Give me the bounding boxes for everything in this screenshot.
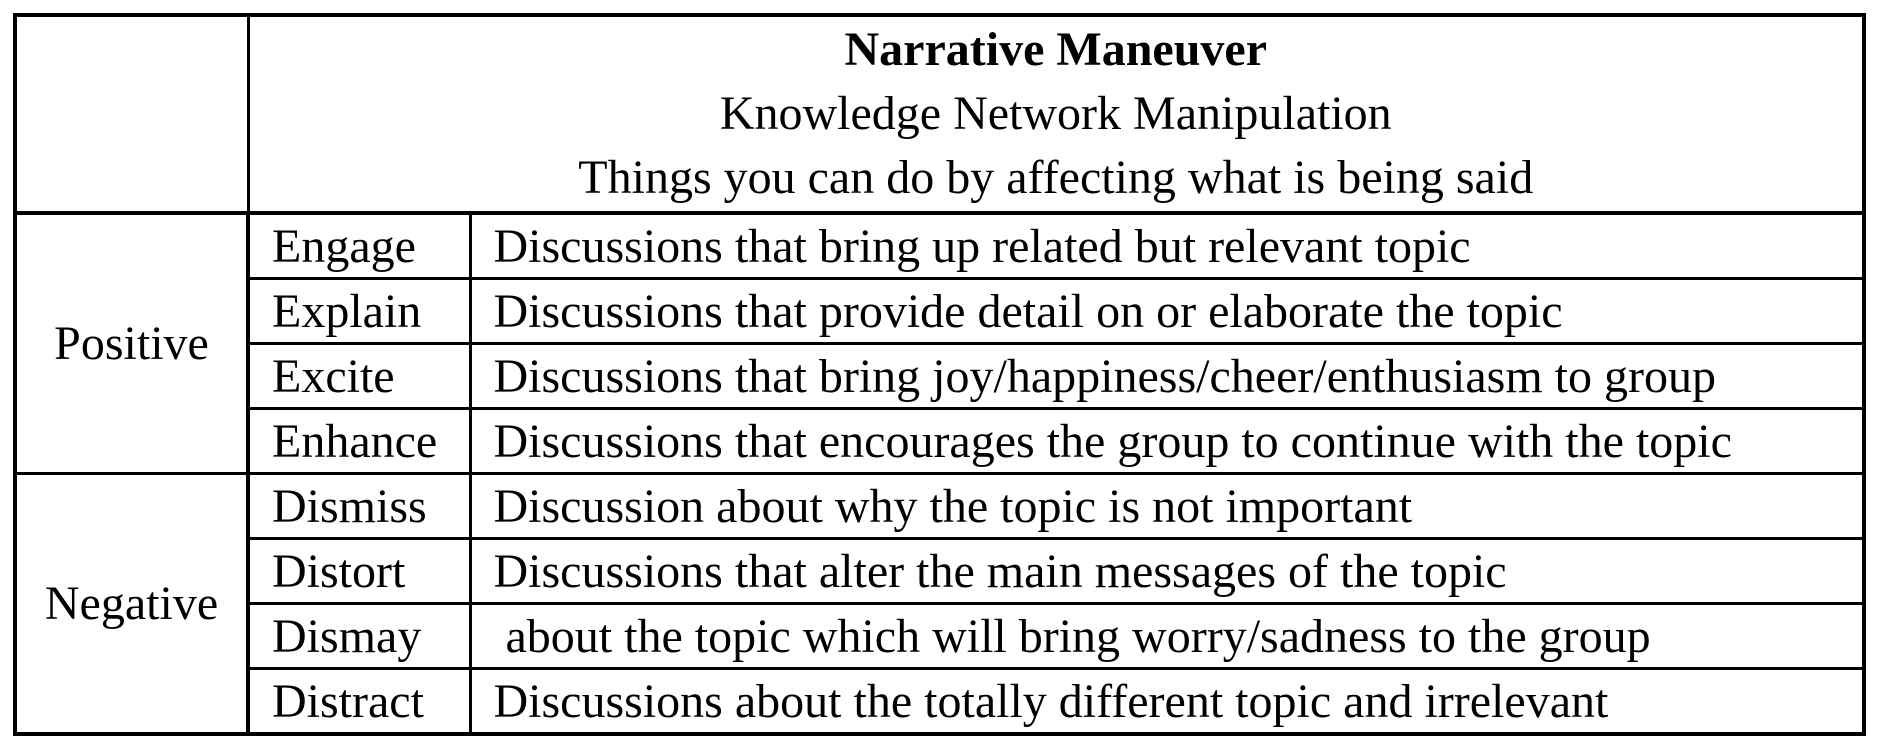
table-row	[15, 604, 1864, 669]
verb-cell: Distort	[248, 539, 470, 604]
table-row	[15, 279, 1864, 344]
narrative-maneuver-table	[13, 13, 1866, 736]
description-cell: about the topic which will bring worry/sadness to the group	[470, 604, 1864, 669]
table-description: Things you can do by affecting what is being said	[578, 151, 1534, 204]
table-header-row	[15, 15, 1864, 213]
table-title: Narrative Maneuver	[844, 23, 1267, 76]
verb-cell: Dismiss	[248, 474, 470, 539]
verb-cell: Dismay	[248, 604, 470, 669]
description-cell: Discussions that provide detail on or elaborate the topic	[470, 279, 1864, 344]
table-row	[15, 213, 1864, 279]
description-cell: Discussions that bring joy/happiness/cheer/enthusiasm to group	[470, 344, 1864, 409]
description-cell: Discussions that alter the main messages of the topic	[470, 539, 1864, 604]
verb-cell: Engage	[248, 213, 470, 279]
verb-cell: Explain	[248, 279, 470, 344]
table-row	[15, 539, 1864, 604]
verb-cell: Excite	[248, 344, 470, 409]
group-label-positive: Positive	[15, 213, 248, 474]
table-row	[15, 474, 1864, 539]
table-subtitle: Knowledge Network Manipulation	[719, 87, 1392, 140]
table-row	[15, 409, 1864, 474]
description-cell: Discussions that encourages the group to continue with the topic	[470, 409, 1864, 474]
group-label-negative: Negative	[15, 474, 248, 735]
verb-cell: Distract	[248, 669, 470, 735]
table-row	[15, 344, 1864, 409]
verb-cell: Enhance	[248, 409, 470, 474]
description-cell: Discussions about the totally different topic and irrelevant	[470, 669, 1864, 735]
description-cell: Discussion about why the topic is not important	[470, 474, 1864, 539]
header-cell	[248, 15, 1864, 213]
header-empty-corner	[15, 15, 248, 213]
table-row	[15, 669, 1864, 735]
description-cell: Discussions that bring up related but relevant topic	[470, 213, 1864, 279]
